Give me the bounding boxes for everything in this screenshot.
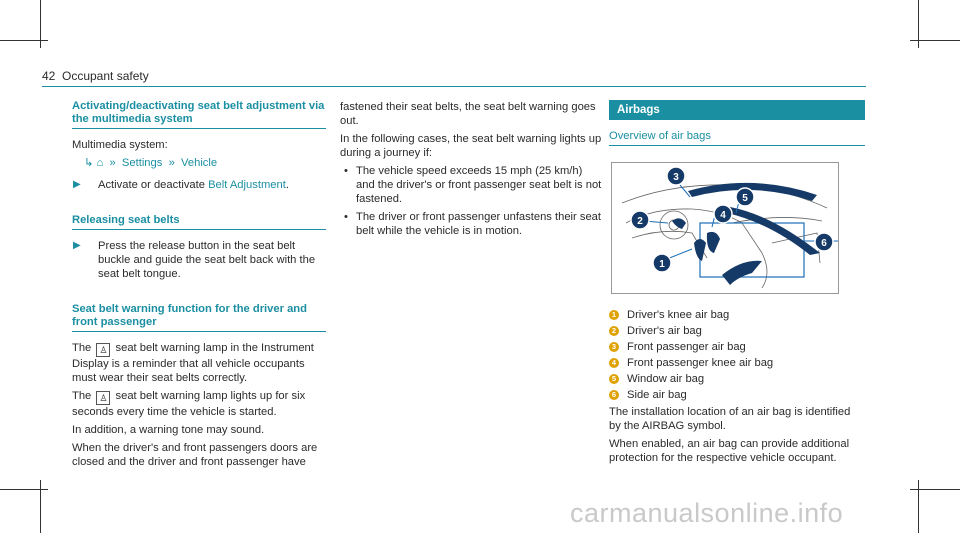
- legend-number-badge: 1: [609, 310, 619, 320]
- legend-number-badge: 3: [609, 342, 619, 352]
- svg-text:4: 4: [720, 210, 726, 221]
- paragraph: When enabled, an air bag can provide additional protection for the respective vehicle occupant.: [609, 438, 850, 464]
- step-text-end: .: [285, 179, 289, 191]
- path-arrow-icon: ↳: [84, 157, 94, 169]
- list-item: [340, 164, 602, 206]
- legend-label: Side air bag: [627, 389, 687, 401]
- crop-mark: [0, 40, 48, 41]
- section-heading-releasing: Releasing seat belts: [72, 214, 326, 230]
- instruction-step: [72, 178, 326, 192]
- svg-text:3: 3: [673, 172, 679, 183]
- text: seat belt warning lamp in the Instrument Display is a reminder that all vehicle occupants must wear their seat belts correctly.: [72, 342, 314, 384]
- section-heading-overview: Overview of air bags: [609, 130, 865, 146]
- legend-label: Driver's knee air bag: [627, 309, 730, 321]
- crop-mark: [918, 480, 919, 533]
- svg-text:2: 2: [637, 216, 643, 227]
- bullet-icon: •: [344, 165, 348, 177]
- path-item-vehicle: Vehicle: [181, 157, 218, 169]
- text: seat belt warning lamp lights up for six seconds every time the vehicle is started.: [72, 390, 306, 418]
- legend-label: Front passenger air bag: [627, 341, 746, 353]
- legend-item: [609, 372, 865, 386]
- intro-text: Multimedia system:: [72, 139, 168, 151]
- header-rule: [42, 86, 866, 87]
- legend-item: [609, 308, 865, 322]
- seatbelt-warning-icon: ♙: [96, 391, 110, 405]
- paragraph: [72, 389, 326, 419]
- svg-text:6: 6: [821, 238, 827, 249]
- column-middle: [340, 100, 602, 238]
- crop-mark: [0, 489, 48, 490]
- column-left: [72, 100, 326, 473]
- legend-number-badge: 4: [609, 358, 619, 368]
- paragraph: In addition, a warning tone may sound.: [72, 424, 265, 436]
- bullet-icon: •: [344, 211, 348, 223]
- path-item-settings: Settings: [121, 157, 163, 169]
- section-heading-belt-adjustment: Activating/deactivating seat belt adjustment via the multimedia system: [72, 100, 326, 129]
- page-header-title: Occupant safety: [62, 69, 149, 83]
- legend-number-badge: 5: [609, 374, 619, 384]
- text: The: [72, 342, 95, 354]
- paragraph: When the driver's and front passengers doors are closed and the driver and front passenger have: [72, 442, 318, 468]
- legend-item: [609, 388, 865, 402]
- seatbelt-warning-icon: ♙: [96, 343, 110, 357]
- legend-label: Driver's air bag: [627, 325, 702, 337]
- paragraph: [72, 341, 326, 385]
- legend-list: [609, 308, 865, 402]
- step-text: Activate or deactivate: [98, 179, 209, 191]
- airbag-illustration: [612, 163, 838, 293]
- step-text: Press the release button in the seat belt buckle and guide the seat belt back with the seat belt tongue.: [98, 240, 316, 280]
- crop-mark: [910, 489, 960, 490]
- crop-mark: [910, 40, 960, 41]
- step-arrow-icon: ▶: [73, 240, 81, 251]
- menu-path: [72, 156, 326, 170]
- svg-text:1: 1: [659, 259, 665, 270]
- legend-label: Window air bag: [627, 373, 705, 385]
- step-arrow-icon: ▶: [73, 179, 81, 190]
- crop-mark: [40, 480, 41, 533]
- list-item: [340, 210, 602, 238]
- double-chevron-icon: »: [106, 157, 119, 169]
- paragraph: fastened their seat belts, the seat belt warning goes out.: [340, 101, 596, 127]
- list-item-text: The vehicle speed exceeds 15 mph (25 km/h) and the driver's or front passenger seat belt is not fastened.: [356, 165, 602, 205]
- legend-number-badge: 6: [609, 390, 619, 400]
- legend-item: [609, 356, 865, 370]
- instruction-step: [72, 239, 326, 281]
- legend-item: [609, 340, 865, 354]
- double-chevron-icon: »: [165, 157, 178, 169]
- paragraph: The installation location of an air bag is identified by the AIRBAG symbol.: [609, 406, 851, 432]
- section-banner-airbags: Airbags: [609, 100, 865, 120]
- watermark: carmanualsonline.info: [570, 498, 844, 528]
- belt-adjustment-link: Belt Adjustment: [208, 179, 286, 191]
- page-number: 42: [42, 69, 56, 83]
- paragraph: In the following cases, the seat belt warning lights up during a journey if:: [340, 133, 602, 159]
- text: The: [72, 390, 95, 402]
- legend-label: Front passenger knee air bag: [627, 357, 774, 369]
- section-heading-warning-function: Seat belt warning function for the driver and front passenger: [72, 303, 326, 332]
- list-item-text: The driver or front passenger unfastens their seat belt while the vehicle is in motion.: [356, 211, 602, 237]
- legend-number-badge: 2: [609, 326, 619, 336]
- airbag-diagram: [611, 162, 839, 294]
- legend-item: [609, 324, 865, 338]
- home-icon: ⌂: [96, 157, 104, 169]
- svg-text:5: 5: [742, 193, 748, 204]
- column-right: [609, 100, 865, 469]
